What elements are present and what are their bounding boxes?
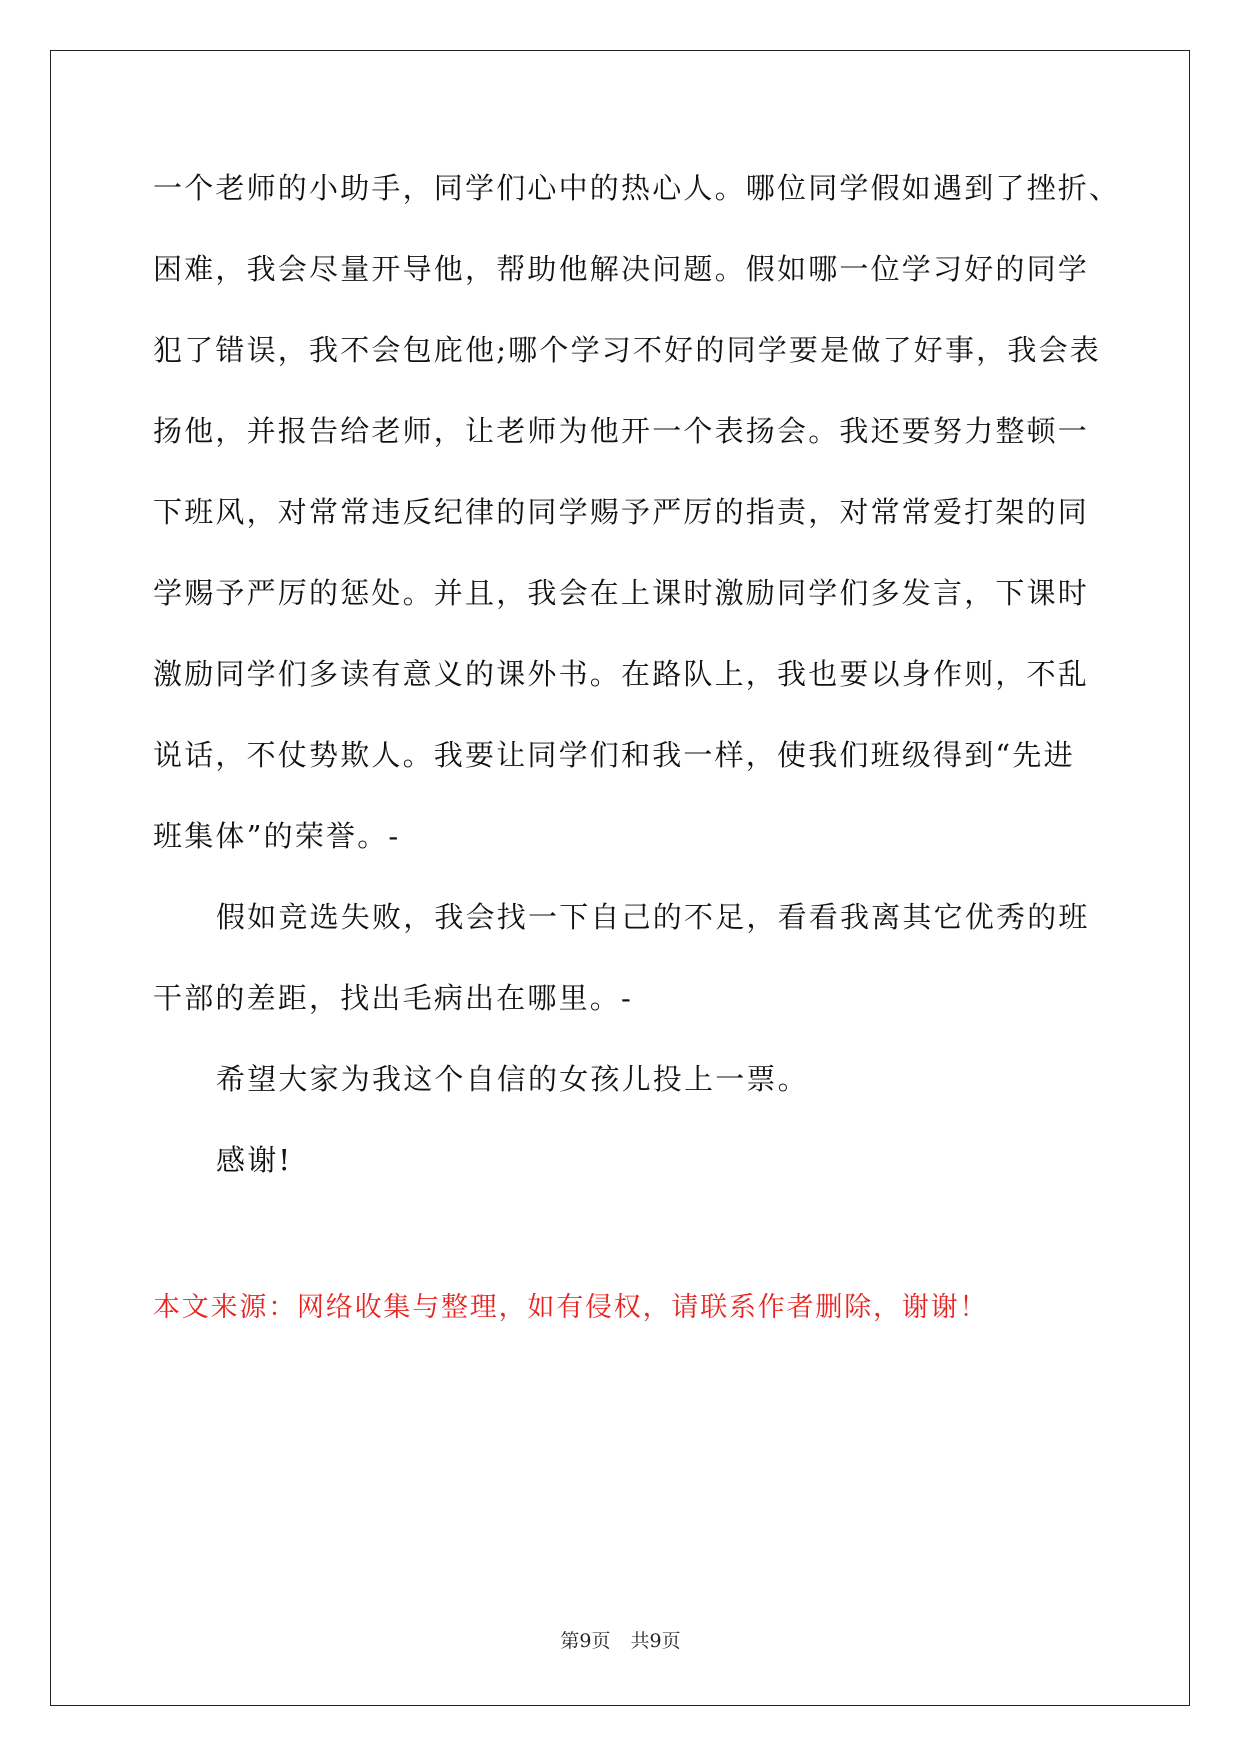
body-line: 说话，不仗势欺人。我要让同学们和我一样，使我们班级得到“先进 — [153, 738, 1075, 772]
body-line: 扬他，并报告给老师，让老师为他开一个表扬会。我还要努力整顿一 — [153, 414, 1090, 448]
paragraph-start-line: 希望大家为我这个自信的女孩儿投上一票。 — [216, 1062, 809, 1096]
page-number-current: 第9页 — [560, 1630, 611, 1652]
body-line: 一个老师的小助手，同学们心中的热心人。哪位同学假如遇到了挫折、 — [153, 171, 1121, 205]
page-number-total: 共9页 — [630, 1630, 681, 1652]
document-body — [153, 148, 1121, 1201]
body-line: 干部的差距，找出毛病出在哪里。- — [153, 981, 633, 1015]
body-line: 下班风，对常常违反纪律的同学赐予严厉的指责，对常常爱打架的同 — [153, 495, 1090, 529]
body-line: 犯了错误，我不会包庇他;哪个学习不好的同学要是做了好事，我会表 — [153, 333, 1101, 367]
closing-line: 感谢! — [216, 1143, 293, 1177]
source-notice: 本文来源：网络收集与整理，如有侵权，请联系作者删除，谢谢！ — [153, 1292, 989, 1323]
paragraph-start-line: 假如竞选失败，我会找一下自己的不足，看看我离其它优秀的班 — [216, 900, 1090, 934]
page-footer — [0, 1626, 1241, 1653]
body-line: 班集体”的荣誉。- — [153, 819, 401, 853]
body-line: 激励同学们多读有意义的课外书。在路队上，我也要以身作则，不乱 — [153, 657, 1090, 691]
body-line: 学赐予严厉的惩处。并且，我会在上课时激励同学们多发言，下课时 — [153, 576, 1090, 610]
body-line: 困难，我会尽量开导他，帮助他解决问题。假如哪一位学习好的同学 — [153, 252, 1090, 286]
